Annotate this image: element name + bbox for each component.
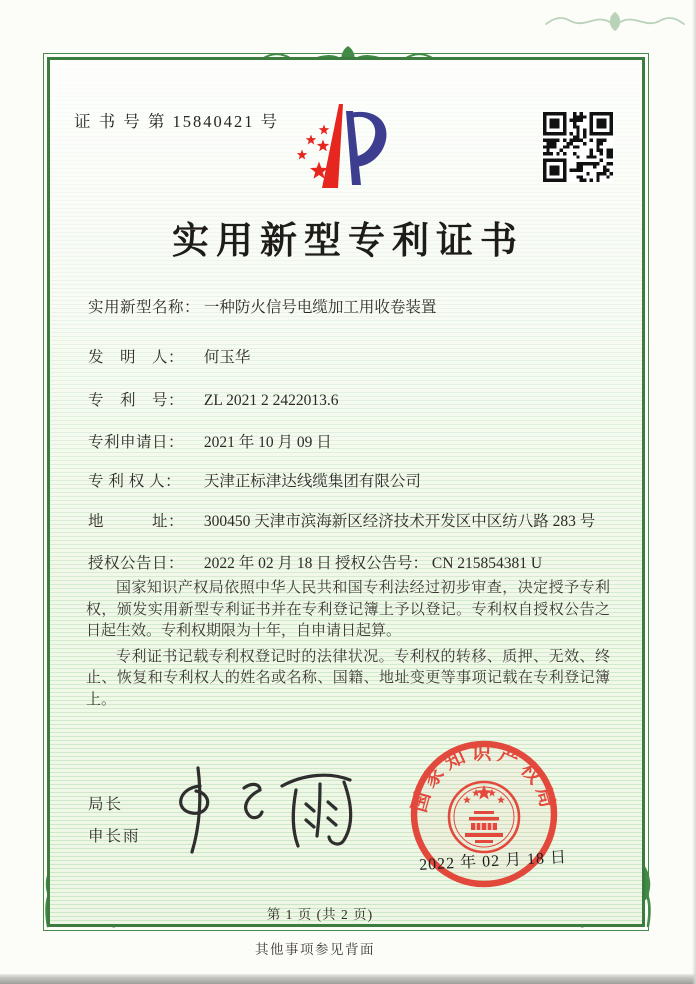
commissioner-name: 申长雨 — [88, 828, 141, 845]
logo-star — [306, 135, 316, 145]
qr-code — [543, 112, 613, 182]
top-right-flourish — [540, 4, 690, 38]
commissioner-title: 局长 — [88, 796, 124, 813]
field-row-address — [88, 509, 595, 531]
logo-star — [319, 125, 329, 135]
field-value: ZL 2021 2 2422013.6 — [203, 392, 339, 409]
field-label: 地 址： — [88, 513, 185, 530]
legal-paragraph: 国家知识产权局依照中华人民共和国专利法经过初步审查，决定授予专利权，颁发实用新型专利证书并在专利登记簿上予以登记。专利权自授权公告之日起生效。专利权期限为十年，自申请日起算。 — [86, 580, 610, 640]
field-value: 2022 年 02 月 18 日 — [203, 555, 332, 572]
field-label: 专 利 权 人： — [88, 473, 182, 490]
scan-shadow-right — [692, 0, 696, 984]
field-value: 何玉华 — [203, 349, 251, 366]
certificate-title: 实用新型专利证书 — [172, 221, 524, 262]
field-row-patent-no — [88, 388, 339, 410]
seal-ring-text: 国家知识产权局 — [408, 742, 560, 815]
field-value: CN 215854381 U — [431, 555, 543, 572]
field-value: 2021 年 10 月 09 日 — [203, 434, 332, 451]
field-value: 一种防火信号电缆加工用收卷装置 — [203, 299, 437, 316]
field-row-grant — [88, 551, 543, 573]
field-row-filing-date — [88, 430, 332, 452]
grant-publication-no — [335, 551, 542, 573]
cnipa-logo-icon — [286, 98, 398, 194]
seal-date: 2022 年 02 月 18 日 — [418, 849, 568, 874]
logo-star — [297, 150, 307, 160]
field-label: 发 明 人： — [88, 349, 185, 366]
field-row-inventor — [88, 345, 250, 367]
logo-blue-stem — [346, 111, 361, 185]
handwritten-signature — [148, 758, 368, 858]
field-value: 300450 天津市滨海新区经济技术开发区中区纺八路 283 号 — [203, 513, 596, 530]
field-row-name — [88, 295, 436, 317]
page-indicator: 第 1 页 (共 2 页) — [266, 907, 374, 922]
field-row-patentee — [88, 469, 421, 491]
field-label: 授权公告号： — [335, 555, 429, 572]
field-value: 天津正标津达线缆集团有限公司 — [203, 473, 421, 490]
field-label: 授权公告日： — [88, 555, 185, 572]
logo-star — [317, 140, 329, 152]
back-side-note: 其他事项参见背面 — [255, 942, 375, 957]
field-label: 实用新型名称： — [88, 299, 201, 316]
field-label: 专 利 号： — [88, 392, 185, 409]
scan-shadow-bottom — [0, 974, 696, 984]
legal-paragraph: 专利证书记载专利权登记时的法律状况。专利权的转移、质押、无效、终止、恢复和专利权人的姓名或名称、国籍、地址变更等事项记载在专利登记簿上。 — [86, 648, 610, 708]
field-label: 专利申请日： — [88, 434, 185, 451]
legal-text-block — [86, 578, 610, 716]
certificate-number: 证 书 号 第 15840421 号 — [74, 112, 280, 131]
